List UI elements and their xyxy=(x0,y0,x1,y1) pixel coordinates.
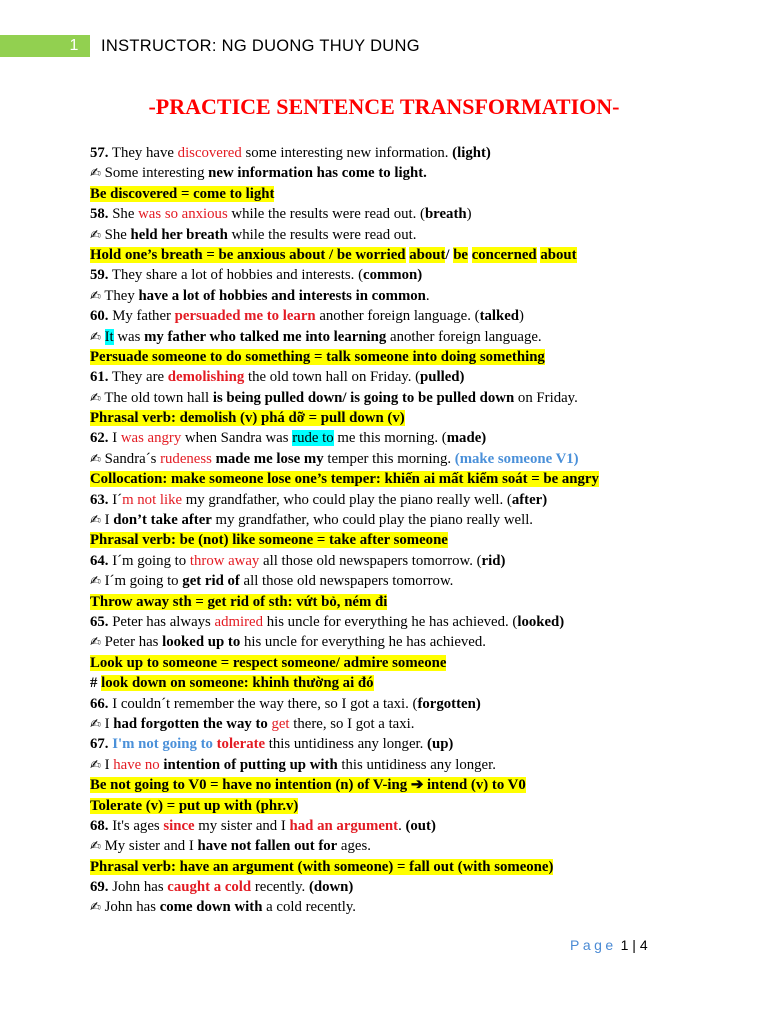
writing-hand-icon: ✍ xyxy=(90,839,101,855)
text-segment: my grandfather, who could play the piano really well. ( xyxy=(182,491,512,508)
footer-separator: | xyxy=(632,937,636,953)
note-line xyxy=(90,857,730,877)
note-line xyxy=(90,530,730,550)
question-line xyxy=(90,734,730,754)
text-segment: have a lot of hobbies and interests in common xyxy=(138,287,426,304)
text-segment: I´m going to xyxy=(100,573,183,590)
text-segment: Phrasal verb: have an argument (with someone) = fall out (with someone) xyxy=(90,858,554,875)
text-segment: My father xyxy=(108,308,175,325)
text-segment: new information has come to light. xyxy=(208,165,427,182)
text-segment: Collocation: make someone lose one’s temper: khiến ai mất kiểm soát = be angry xyxy=(90,471,599,488)
footer-page-total: 4 xyxy=(639,937,648,953)
text-segment: Sandra´s xyxy=(100,450,161,467)
text-segment: ) xyxy=(466,206,472,223)
text-segment: was angry xyxy=(120,430,182,447)
question-line xyxy=(90,143,730,163)
text-segment: this untidiness any longer. xyxy=(265,736,428,753)
text-segment: I xyxy=(100,715,114,732)
text-segment: It xyxy=(104,328,114,345)
text-segment: is being pulled down/ is going to be pulled down xyxy=(212,389,515,406)
text-segment: ) xyxy=(519,308,524,325)
text-segment: Hold one’s breath = be anxious about / be worried xyxy=(90,246,406,263)
text-segment: after) xyxy=(511,491,548,508)
text-segment: admired xyxy=(214,613,263,630)
text-segment: my sister and I xyxy=(194,817,290,834)
text-segment: all those old newspapers tomorrow. ( xyxy=(259,552,482,569)
question-line xyxy=(90,877,730,897)
answer-line xyxy=(90,632,730,652)
text-segment: another foreign language. xyxy=(386,328,542,345)
text-segment: I couldn´t remember the way there, so I got a taxi. ( xyxy=(108,695,418,712)
writing-hand-icon: ✍ xyxy=(90,635,101,651)
text-segment: ages. xyxy=(337,838,371,855)
text-segment: rid) xyxy=(481,552,506,569)
text-segment: persuaded me to learn xyxy=(174,308,316,325)
text-segment: temper this morning. xyxy=(323,450,455,467)
text-segment: m not like xyxy=(122,491,183,508)
text-segment: (light) xyxy=(452,145,491,161)
text-segment: My sister and I xyxy=(100,838,198,855)
text-segment: while the results were read out. ( xyxy=(227,206,425,223)
text-segment: 59. xyxy=(90,267,109,284)
text-segment: 58. xyxy=(90,206,109,223)
writing-hand-icon: ✍ xyxy=(90,329,101,345)
text-segment: talked xyxy=(479,308,520,325)
text-segment: Persuade someone to do something = talk someone into doing something xyxy=(90,348,545,365)
question-line xyxy=(90,490,730,510)
text-segment: It's ages xyxy=(108,817,164,834)
text-segment: rudeness xyxy=(160,450,212,467)
text-segment: Phrasal verb: demolish (v) phá dỡ = pull down (v) xyxy=(90,410,405,427)
text-segment: 64. xyxy=(90,552,109,569)
text-segment: there, so I got a taxi. xyxy=(289,715,415,732)
text-segment: get rid of xyxy=(182,573,240,590)
note-line xyxy=(90,469,730,489)
header-page-number: 1 xyxy=(69,37,79,54)
answer-line xyxy=(90,327,730,347)
text-segment: concerned xyxy=(471,246,537,263)
writing-hand-icon: ✍ xyxy=(90,574,101,590)
text-segment: They are xyxy=(108,369,168,386)
text-segment: . xyxy=(425,287,430,304)
text-segment: John has xyxy=(100,899,160,916)
answer-line xyxy=(90,163,730,183)
note-line xyxy=(90,245,730,265)
answer-line xyxy=(90,836,730,856)
text-segment: She xyxy=(100,226,131,243)
text-segment: on Friday. xyxy=(514,389,578,406)
text-segment: while the results were read out. xyxy=(227,226,417,243)
text-segment: 63. xyxy=(90,491,109,508)
text-segment: made) xyxy=(446,430,487,447)
text-segment: a cold recently. xyxy=(262,899,356,916)
text-segment: had forgotten the way to xyxy=(113,715,268,732)
text-segment: (out) xyxy=(405,817,436,834)
text-segment: his uncle for everything he has achieved. ( xyxy=(263,613,518,630)
answer-line xyxy=(90,571,730,591)
answer-line xyxy=(90,449,730,469)
text-segment: his uncle for everything he has achieved. xyxy=(240,634,486,651)
question-line xyxy=(90,306,730,326)
text-segment: have no xyxy=(113,756,160,773)
text-segment: I´ xyxy=(108,491,123,508)
text-segment: (make someone V1) xyxy=(454,450,579,467)
text-segment: The old town hall xyxy=(100,389,213,406)
question-line xyxy=(90,204,730,224)
text-segment: caught a cold xyxy=(167,879,252,896)
text-segment: (up) xyxy=(427,736,454,753)
text-segment: get xyxy=(271,715,290,732)
question-line xyxy=(90,265,730,285)
answer-line xyxy=(90,897,730,917)
answer-line xyxy=(90,510,730,530)
text-segment: Be discovered = come to light xyxy=(90,185,275,202)
question-line xyxy=(90,367,730,387)
text-segment: about xyxy=(409,246,446,263)
text-segment: had an argument xyxy=(289,817,399,834)
text-segment: Tolerate (v) = put up with (phr.v) xyxy=(90,797,299,814)
text-segment: some interesting new information. xyxy=(241,145,453,161)
text-segment: 57. xyxy=(90,145,109,161)
text-segment: discovered xyxy=(177,145,242,161)
writing-hand-icon: ✍ xyxy=(90,451,101,467)
text-segment: I xyxy=(100,512,114,529)
answer-line xyxy=(90,388,730,408)
text-segment: demolishing xyxy=(167,369,245,386)
text-segment: 68. xyxy=(90,817,109,834)
answer-line xyxy=(90,714,730,734)
text-segment: common) xyxy=(363,267,423,284)
writing-hand-icon: ✍ xyxy=(90,900,101,916)
text-segment: my grandfather, who could play the piano really well. xyxy=(211,512,533,529)
note-line xyxy=(90,796,730,816)
text-segment: was xyxy=(113,328,145,345)
text-segment: forgotten) xyxy=(417,695,481,712)
text-segment: pulled) xyxy=(420,369,465,386)
text-segment: Be not going to V0 = have no intention (n) of V-ing ➔ intend (v) to V0 xyxy=(90,777,526,794)
text-segment: recently. xyxy=(251,879,309,896)
text-segment: . xyxy=(398,817,406,834)
text-segment: intention of putting up with xyxy=(163,756,338,773)
question-line xyxy=(90,816,730,836)
writing-hand-icon: ✍ xyxy=(90,513,101,529)
note-line xyxy=(90,653,730,673)
answer-line xyxy=(90,225,730,245)
text-segment: looked) xyxy=(517,613,565,630)
writing-hand-icon: ✍ xyxy=(90,288,101,304)
text-segment: They have xyxy=(108,145,178,161)
note-line xyxy=(90,184,730,204)
writing-hand-icon: ✍ xyxy=(90,227,101,243)
text-segment: Phrasal verb: be (not) like someone = take after someone xyxy=(90,532,448,549)
text-segment: Throw away sth = get rid of sth: vứt bỏ, ném đi xyxy=(90,593,388,610)
text-segment: me this morning. ( xyxy=(333,430,447,447)
answer-line xyxy=(90,755,730,775)
text-segment: 61. xyxy=(90,369,109,386)
note-line xyxy=(90,408,730,428)
text-segment: 62. xyxy=(90,430,109,447)
text-segment: come down with xyxy=(159,899,263,916)
text-segment: held her breath xyxy=(130,226,228,243)
text-segment: rude to xyxy=(292,430,334,447)
answer-line xyxy=(90,286,730,306)
text-segment: Peter has always xyxy=(108,613,215,630)
text-segment: Peter has xyxy=(100,634,163,651)
text-segment: about xyxy=(540,246,577,263)
text-segment: She xyxy=(108,206,139,223)
text-segment: looked up to xyxy=(162,634,241,651)
writing-hand-icon: ✍ xyxy=(90,390,101,406)
text-segment: don’t take after xyxy=(113,512,212,529)
writing-hand-icon: ✍ xyxy=(90,716,101,732)
text-segment: They xyxy=(100,287,139,304)
text-segment: throw away xyxy=(189,552,260,569)
text-segment: 60. xyxy=(90,308,109,325)
text-segment: Some interesting xyxy=(100,165,209,182)
footer-page-current: 1 xyxy=(620,937,629,953)
text-segment: made me lose my xyxy=(215,450,324,467)
writing-hand-icon: ✍ xyxy=(90,166,101,182)
text-segment: another foreign language. ( xyxy=(315,308,480,325)
text-segment: (down) xyxy=(308,879,354,896)
text-segment: I xyxy=(100,756,114,773)
text-segment: They share a lot of hobbies and interests. ( xyxy=(108,267,363,284)
text-segment: this untidiness any longer. xyxy=(337,756,496,773)
text-segment: my father who talked me into learning xyxy=(144,328,387,345)
text-segment: when Sandra was xyxy=(181,430,293,447)
exercise-list xyxy=(90,143,730,918)
note-line xyxy=(90,775,730,795)
text-segment: all those old newspapers tomorrow. xyxy=(239,573,454,590)
text-segment: breath xyxy=(424,206,467,223)
text-segment: the old town hall on Friday. ( xyxy=(244,369,421,386)
note-line xyxy=(90,347,730,367)
header-instructor: INSTRUCTOR: NG DUONG THUY DUNG xyxy=(101,37,420,55)
text-segment: 66. xyxy=(90,695,109,712)
question-line xyxy=(90,612,730,632)
writing-hand-icon: ✍ xyxy=(90,757,101,773)
text-segment: was so anxious xyxy=(138,206,228,223)
text-segment: / xyxy=(445,246,454,263)
text-segment: I´m going to xyxy=(108,552,190,569)
text-segment: be xyxy=(453,246,469,263)
text-segment: 69. xyxy=(90,879,109,896)
text-segment: since xyxy=(163,817,195,834)
text-segment: I xyxy=(108,430,121,447)
text-segment: have not fallen out for xyxy=(197,838,338,855)
page-title: -PRACTICE SENTENCE TRANSFORMATION- xyxy=(148,94,620,119)
footer-page-word: Page xyxy=(570,937,617,953)
question-line xyxy=(90,551,730,571)
page-footer xyxy=(570,937,648,953)
text-segment: 67. xyxy=(90,736,109,753)
text-segment: tolerate xyxy=(216,736,266,753)
text-segment: I'm not going to xyxy=(112,736,213,753)
note-line xyxy=(90,592,730,612)
text-segment: 65. xyxy=(90,613,109,630)
text-segment: look down on someone: khinh thường ai đó xyxy=(101,675,374,692)
text-segment: John has xyxy=(108,879,168,896)
question-line xyxy=(90,428,730,448)
question-line xyxy=(90,694,730,714)
text-segment: Look up to someone = respect someone/ admire someone xyxy=(90,654,447,671)
note-line xyxy=(90,673,730,693)
text-segment: # xyxy=(90,675,102,692)
